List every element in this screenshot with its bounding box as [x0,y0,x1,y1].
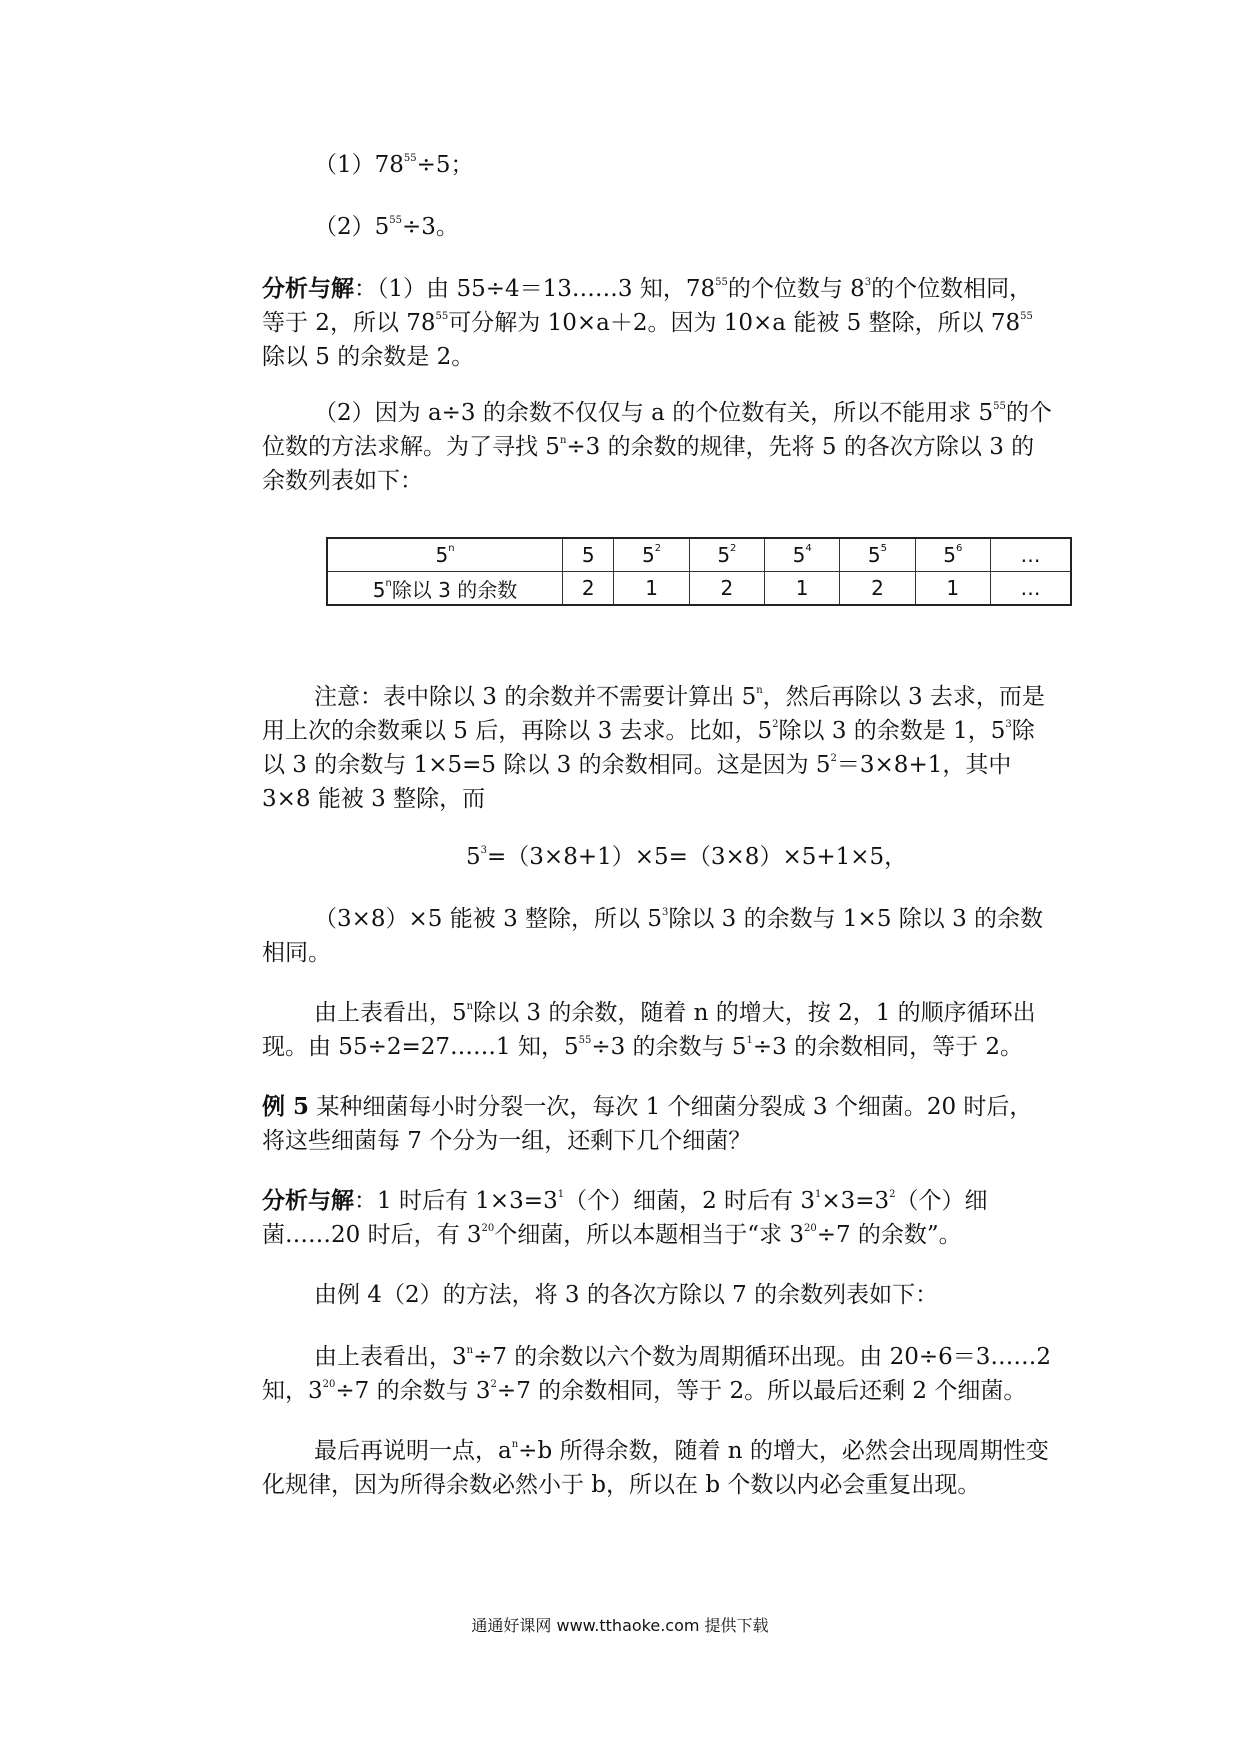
text-run: 最后再说明一点，a [314,1438,512,1464]
exponent: 3 [661,907,669,918]
text-run: ：1 时后有 1×3=3 [354,1188,558,1214]
page-footer: 通通好课网 www.tthaoke.com 提供下载 [471,1616,769,1635]
exponent: 55 [435,311,449,322]
text-run: 的个位数的方法求解。为了寻找 5 [262,400,1052,460]
exponent: 2 [490,1379,497,1390]
text-run: 除以 5 的余数是 2。 [262,344,475,370]
conclusion-paragraph-2 [262,1340,1052,1408]
text-run: ÷3 的余数相同，等于 2。 [752,1034,1024,1060]
cell-base: 5 [435,543,449,567]
cell-base: … [1020,543,1041,567]
table-cell [990,538,1071,572]
cell-base: 5 [642,543,655,567]
text-run: 个细菌，所以本题相当于“求 3 [494,1222,804,1248]
text-run: 除以 3 的余数，随着 n 的增大，按 2，1 的顺序循环出现。由 55÷2=27……1 知，5 [262,1000,1036,1060]
exponent: 1 [814,1189,822,1200]
cell-base: 5 [372,577,386,602]
problem-1 [314,148,474,182]
cell-exponent: n [385,577,392,589]
exponent: n [756,685,763,696]
table-cell: 1 [765,572,840,606]
exponent: 20 [481,1223,495,1234]
cell-exponent: 2 [730,543,737,554]
analysis-label: 分析与解 [262,1187,354,1214]
cell-exponent: 4 [805,543,812,554]
example-5-paragraph [262,1090,1052,1158]
text-run: ＝3×8+1，其中 3×8 能被 3 整除，而 [262,752,1012,812]
text-run: （个）细菌……20 时后，有 3 [262,1188,988,1248]
cell-exponent: 2 [654,543,662,554]
text-run: （3×8）×5 能被 3 整除，所以 5 [314,906,662,932]
table-cell [563,538,614,572]
text-run: 可分解为 10×a＋2。因为 10×a 能被 5 整除，所以 78 [448,310,1021,336]
table-cell: 1 [614,572,689,606]
conclusion-paragraph-1 [262,996,1052,1064]
exponent: 55 [578,1035,592,1046]
method-paragraph: 由例 4（2）的方法，将 3 的各次方除以 7 的余数列表如下： [314,1282,939,1308]
exponent: 55 [1020,311,1033,322]
problem-1-tail: ÷5； [416,152,474,178]
exponent: 3 [480,845,488,856]
problem-2 [314,210,459,244]
exponent: 2 [889,1189,896,1200]
text-run: （个）细菌，2 时后有 3 [564,1188,815,1214]
exponent: 20 [803,1223,817,1234]
cell-base: 5 [581,543,595,567]
problem-2-base: （2）5 [314,214,390,240]
exponent: n [466,1345,474,1356]
final-paragraph [262,1434,1052,1502]
cell-base: 5 [943,543,956,567]
analysis-paragraph-3 [262,1184,1052,1252]
cell-text: 除以 3 的余数 [391,577,518,602]
cell-exponent: 5 [880,543,888,554]
text-run: 注意：表中除以 3 的余数并不需要计算出 5 [314,684,757,710]
cell-exponent: n [448,543,455,554]
exponent: 2 [772,719,779,730]
text-run: 由上表看出，3 [314,1344,467,1370]
text-run: 的个位数相同，等于 2，所以 78 [262,276,1033,336]
table-row [327,572,1071,606]
cell-exponent: 6 [955,543,963,554]
table-cell: 1 [915,572,990,606]
text-run: 除以 3 的余数与 1×5=5 除以 3 的余数相同。这是因为 5 [262,718,1035,778]
table-cell [614,538,689,572]
table-cell: 2 [689,572,764,606]
note-paragraph [262,680,1052,816]
text-run: ÷7 的余数”。 [816,1222,962,1248]
table-cell [915,538,990,572]
text-run: ÷7 的余数与 3 [335,1378,491,1404]
exponent: n [559,435,567,446]
text-run: 5 [466,844,481,870]
remainder-table [326,537,1072,606]
table-cell: … [990,572,1071,606]
table-cell [689,538,764,572]
note2-paragraph [262,902,1052,970]
exponent: 20 [322,1379,336,1390]
analysis-paragraph-2 [262,396,1052,498]
table-cell [765,538,840,572]
table-cell: 2 [563,572,614,606]
text-run: （2）因为 a÷3 的余数不仅仅与 a 的个位数有关，所以不能用求 5 [314,400,994,426]
exponent: 3 [1005,719,1012,730]
exponent: 1 [746,1035,753,1046]
exponent: n [466,1001,474,1012]
exponent: 1 [557,1189,565,1200]
table-cell: 2 [840,572,915,606]
cell-base: 5 [717,543,731,567]
problem-2-exponent: 55 [389,215,403,226]
text-run: ，然后再除以 3 去求，而是用上次的余数乘以 5 后，再除以 3 去求。比如，5 [262,684,1045,744]
formula-line [466,840,907,874]
exponent: 55 [993,401,1006,412]
exponent: 3 [864,277,872,288]
text-run: 除以 3 的余数与 1×5 除以 3 的余数相同。 [262,906,1044,966]
example-5-label: 例 5 [262,1093,310,1120]
table-header-cell [327,538,563,572]
exponent: 55 [715,277,728,288]
problem-1-exponent: 55 [403,153,417,164]
analysis-label: 分析与解 [262,275,354,302]
text-run: ÷7 的余数以六个数为周期循环出现。由 20÷6＝3……2 知，3 [262,1344,1052,1404]
cell-base: 5 [867,543,881,567]
exponent: 2 [830,753,837,764]
text-run: ÷3 的余数与 5 [591,1034,747,1060]
problem-2-tail: ÷3。 [402,214,459,240]
table-row [327,538,1071,572]
table-cell [840,538,915,572]
text-run: ×3=3 [821,1188,890,1214]
text-run: 由上表看出，5 [314,1000,467,1026]
table-header-cell [327,572,563,606]
text-run: ：（1）由 55÷4＝13……3 知，78 [354,276,716,302]
text-run: 除以 3 的余数是 1，5 [778,718,1006,744]
text-run: ÷3 的余数的规律，先将 5 的各次方除以 3 的余数列表如下： [262,434,1035,494]
problem-1-base: （1）78 [314,152,404,178]
text-run: 的个位数与 8 [727,276,865,302]
text-run: =（3×8+1）×5=（3×8）×5+1×5， [487,844,908,870]
analysis-paragraph-1 [262,272,1052,374]
cell-base: 5 [792,543,806,567]
text-run: ÷b 所得余数，随着 n 的增大，必然会出现周期性变化规律，因为所得余数必然小于 b，所以在 b 个数以内必会重复出现。 [262,1438,1049,1498]
exponent: n [511,1439,519,1450]
text-run: ÷7 的余数相同，等于 2。所以最后还剩 2 个细菌。 [496,1378,1027,1404]
text-run: 某种细菌每小时分裂一次，每次 1 个细菌分裂成 3 个细菌。20 时后，将这些细菌每 7 个分为一组，还剩下几个细菌？ [262,1094,1033,1154]
